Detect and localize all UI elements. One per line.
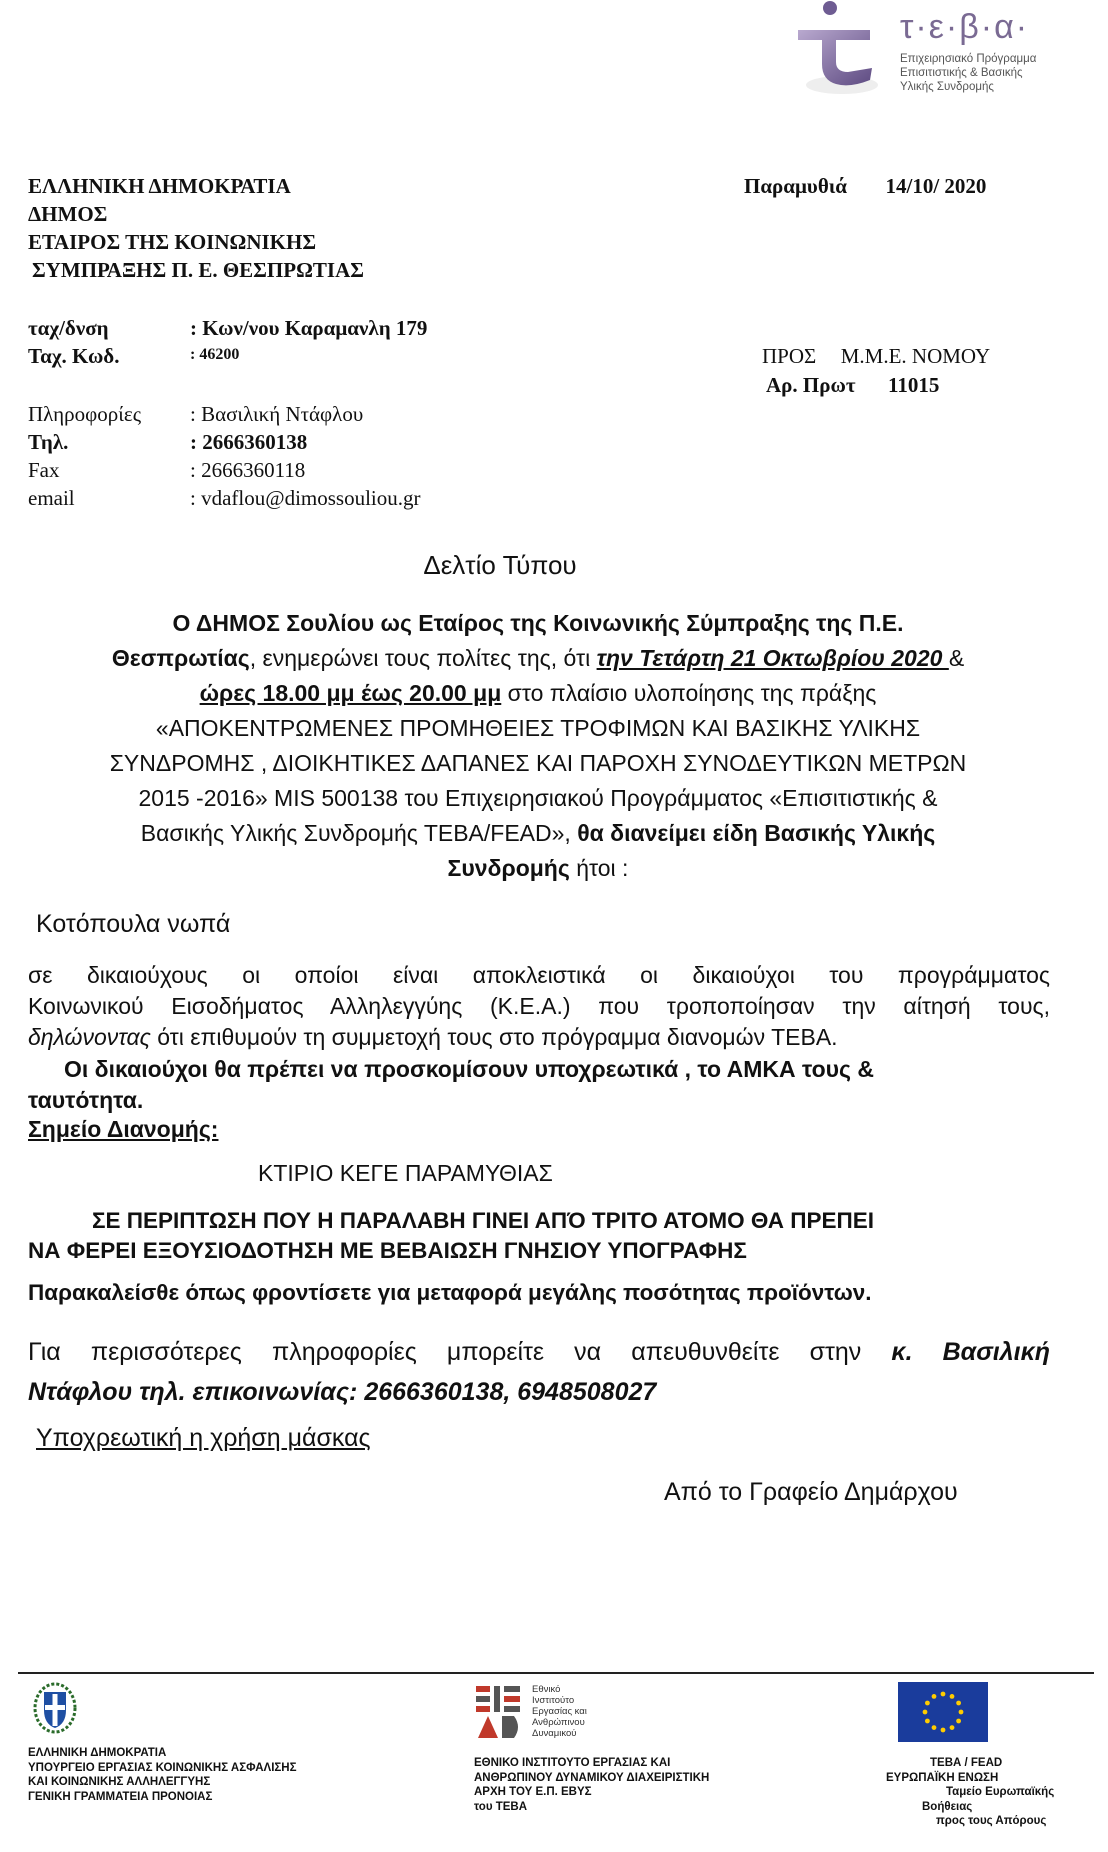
signature: Από το Γραφείο Δημάρχου — [664, 1478, 958, 1506]
p1-hours: ώρες 18.00 μμ έως 20.00 μμ — [199, 680, 502, 706]
distribution-point-label: Σημείο Διανομής: — [28, 1116, 219, 1142]
footer-gov — [28, 1746, 297, 1804]
footer-eu-line: προς τους Απόρους — [936, 1815, 1047, 1827]
protocol-label: Αρ. Πρωτ — [766, 373, 856, 397]
footer-eiead-line: ΑΡΧΗ ΤΟΥ Ε.Π. ΕΒΥΣ — [474, 1786, 592, 1798]
p1-l: θα διανείμει είδη Βασικής Υλικής — [577, 820, 936, 846]
email-value: : vdaflou@dimossouliou.gr — [190, 486, 421, 510]
eu-flag-icon — [898, 1682, 988, 1742]
protocol-value: 11015 — [888, 373, 940, 397]
p1-h: «ΑΠΟΚΕΝΤΡΩΜΕΝΕΣ ΠΡΟΜΗΘΕΙΕΣ ΤΡΟΦΙΜΩΝ ΚΑΙ ΒΑΣΙΚΗΣ ΥΛΙΚΗΣ — [155, 715, 921, 741]
p2-c: δηλώνοντας — [28, 1024, 151, 1050]
tel-label: Τηλ. — [28, 430, 69, 454]
press-paragraph-2 — [28, 960, 1050, 1053]
third-a: ΣΕ ΠΕΡΙΠΤΩΣΗ ΠΟΥ Η ΠΑΡΑΛΑΒΗ ΓΙΝΕΙ ΑΠΌ ΤΡΙΤΟ ΑΤΟΜΟ ΘΑ ΠΡΕΠΕΙ — [92, 1208, 875, 1233]
p1-date: την Τετάρτη 21 Οκτωβρίου 2020 — [596, 645, 949, 671]
to-value: Μ.Μ.Ε. ΝΟΜΟΥ — [840, 344, 991, 368]
p1-i: ΣΥΝΔΡΟΜΗΣ , ΔΙΟΙΚΗΤΙΚΕΣ ΔΑΠΑΝΕΣ ΚΑΙ ΠΑΡΟΧΗ ΣΥΝΟΔΕΥΤΙΚΩΝ ΜΕΤΡΩΝ — [109, 750, 967, 776]
info-value: : Βασιλική Ντάφλου — [190, 402, 364, 426]
third-party-notice — [28, 1206, 1050, 1266]
org-line: ΣΥΜΠΡΑΞΗΣ Π. Ε. ΘΕΣΠΡΩΤΙΑΣ — [32, 258, 364, 282]
p1-c: , ενημερώνει τους πολίτες της, ότι — [249, 645, 597, 671]
address-value: : Κων/νου Καραμανλη 179 — [190, 316, 428, 340]
org-block — [28, 172, 364, 284]
footer-eiead-line: του ΤΕΒΑ — [474, 1800, 528, 1813]
p3-a: Οι δικαιούχοι θα πρέπει να προσκομίσουν υποχρεωτικά , το ΑΜΚΑ τους & — [64, 1056, 875, 1082]
teba-logo-mark-icon — [790, 0, 900, 100]
eiead-logo-line: Εθνικό — [532, 1684, 561, 1695]
p1-k: Βασικής Υλικής Συνδρομής ΤΕΒΑ/FEAD», — [140, 820, 578, 846]
footer-divider — [18, 1672, 1094, 1674]
place-date — [744, 172, 986, 200]
footer-eu-line: Βοήθειας — [922, 1800, 973, 1813]
p1-j: 2015 -2016» MIS 500138 του Επιχειρησιακού Προγράμματος «Επισιτιστικής & — [138, 785, 938, 811]
info-label: Πληροφορίες — [28, 402, 142, 426]
transport-notice: Παρακαλείσθε όπως φροντίσετε για μεταφορά μεγάλης ποσότητας προϊόντων. — [28, 1280, 872, 1305]
to-line — [762, 342, 990, 370]
contact-c: Ντάφλου τηλ. επικοινωνίας: 2666360138, 6948508027 — [28, 1378, 657, 1406]
place: Παραμυθιά — [744, 174, 848, 198]
p1-a: Ο ΔΗΜΟΣ Σουλίου ως Εταίρος της Κοινωνικής Σύμπραξης της Π.Ε. — [172, 610, 904, 636]
eiead-logo-line: Ινστιτούτο — [532, 1695, 575, 1706]
footer-eu-line: ΤΕΒΑ / FEAD — [930, 1757, 1003, 1769]
org-line: ΕΛΛΗΝΙΚΗ ΔΗΜΟΚΡΑΤΙΑ — [28, 174, 291, 198]
p2-d: ότι επιθυμούν τη συμμετοχή τους στο πρόγραμμα διανομών ΤΕΒΑ. — [150, 1024, 838, 1050]
footer-eiead-line: ΕΘΝΙΚΟ ΙΝΣΤΙΤΟΥΤΟ ΕΡΓΑΣΙΑΣ ΚΑΙ — [474, 1757, 671, 1769]
protocol-line — [766, 371, 939, 399]
footer-gov-line: ΥΠΟΥΡΓΕΙΟ ΕΡΓΑΣΙΑΣ ΚΟΙΝΩΝΙΚΗΣ ΑΣΦΑΛΙΣΗΣ — [28, 1761, 297, 1774]
address-label: ταχ/δνση — [28, 316, 109, 340]
footer-eu-line: Ταμείο Ευρωπαϊκής — [946, 1786, 1055, 1798]
footer-eu — [886, 1756, 1086, 1829]
to-label: ΠΡΟΣ — [762, 344, 817, 368]
footer-eiead-line: ΑΝΘΡΩΠΙΝΟΥ ΔΥΝΑΜΙΚΟΥ ΔΙΑΧΕΙΡΙΣΤΙΚΗ — [474, 1771, 710, 1784]
teba-subtitle — [900, 52, 1036, 94]
p2-b: Κοινωνικού Εισοδήματος Αλληλεγγύης (Κ.Ε.Α.) που τροποποίησαν την αίτησή τους, — [28, 993, 1050, 1019]
item-name: Κοτόπουλα νωπά — [36, 910, 231, 938]
postcode-value: : 46200 — [190, 346, 240, 363]
email-label: email — [28, 486, 75, 510]
footer-gov-line: ΚΑΙ ΚΟΙΝΩΝΙΚΗΣ ΑΛΛΗΛΕΓΓΥΗΣ — [28, 1776, 211, 1788]
press-paragraph-3 — [28, 1054, 1050, 1116]
org-line: ΕΤΑΙΡΟΣ ΤΗΣ ΚΟΙΝΩΝΙΚΗΣ — [28, 230, 317, 254]
footer-gov-line: ΕΛΛΗΝΙΚΗ ΔΗΜΟΚΡΑΤΙΑ — [28, 1747, 167, 1759]
mask-notice: Υποχρεωτική η χρήση μάσκας — [36, 1424, 371, 1452]
eiead-logo-line: Ανθρώπινου — [532, 1717, 585, 1728]
footer-eu-line: ΕΥΡΩΠΑΪΚΗ ΕΝΩΣΗ — [886, 1771, 999, 1784]
p1-e: & — [948, 645, 965, 671]
eiead-logo-text — [532, 1684, 587, 1739]
p1-b: Θεσπρωτίας — [111, 645, 250, 671]
p1-g: στο πλαίσιο υλοποίησης της πράξης — [501, 680, 877, 706]
contact-a: Για περισσότερες πληροφορίες μπορείτε να απευθυνθείτε στην — [28, 1338, 892, 1366]
p2-a: σε δικαιούχους οι οποίοι είναι αποκλειστικά οι δικαιούχοι του προγράμματος — [28, 962, 1050, 988]
p1-n: ήτοι : — [569, 855, 629, 881]
distribution-point-value: ΚΤΙΡΙΟ ΚΕΓΕ ΠΑΡΑΜΥΘΙΑΣ — [258, 1160, 553, 1186]
contact-b: κ. Βασιλική — [891, 1338, 1050, 1366]
teba-subtitle-line: Υλικής Συνδρομής — [900, 81, 994, 93]
third-b: ΝΑ ΦΕΡΕΙ ΕΞΟΥΣΙΟΔΟΤΗΣΗ ΜΕ ΒΕΒΑΙΩΣΗ ΓΝΗΣΙΟΥ ΥΠΟΓΡΑΦΗΣ — [28, 1238, 747, 1263]
org-line: ΔΗΜΟΣ — [28, 202, 108, 226]
greek-emblem-icon — [32, 1680, 78, 1734]
fax-label: Fax — [28, 458, 60, 482]
press-title: Δελτίο Τύπου — [423, 550, 577, 580]
date: 14/10/ 2020 — [885, 174, 987, 198]
footer-gov-line: ΓΕΝΙΚΗ ΓΡΑΜΜΑΤΕΙΑ ΠΡΟΝΟΙΑΣ — [28, 1790, 213, 1803]
postcode-label: Ταχ. Κωδ. — [28, 344, 120, 368]
teba-subtitle-line: Επισιτιστικής & Βασικής — [900, 67, 1023, 79]
p1-m: Συνδρομής — [447, 855, 570, 881]
p3-b: ταυτότητα. — [28, 1087, 144, 1113]
footer-eiead — [474, 1756, 709, 1814]
contact-info — [28, 1332, 1050, 1412]
eiead-logo-line: Δυναμικού — [532, 1728, 577, 1739]
eiead-logo-line: Εργασίας και — [532, 1706, 587, 1717]
press-paragraph-1 — [28, 606, 1048, 886]
tel-value: : 2666360138 — [190, 430, 308, 454]
fax-value: : 2666360118 — [190, 458, 306, 482]
eiead-logo-icon — [474, 1684, 526, 1740]
teba-wordmark: τ·ε·β·α· — [900, 8, 1030, 46]
teba-subtitle-line: Επιχειρησιακό Πρόγραμμα — [900, 53, 1037, 65]
